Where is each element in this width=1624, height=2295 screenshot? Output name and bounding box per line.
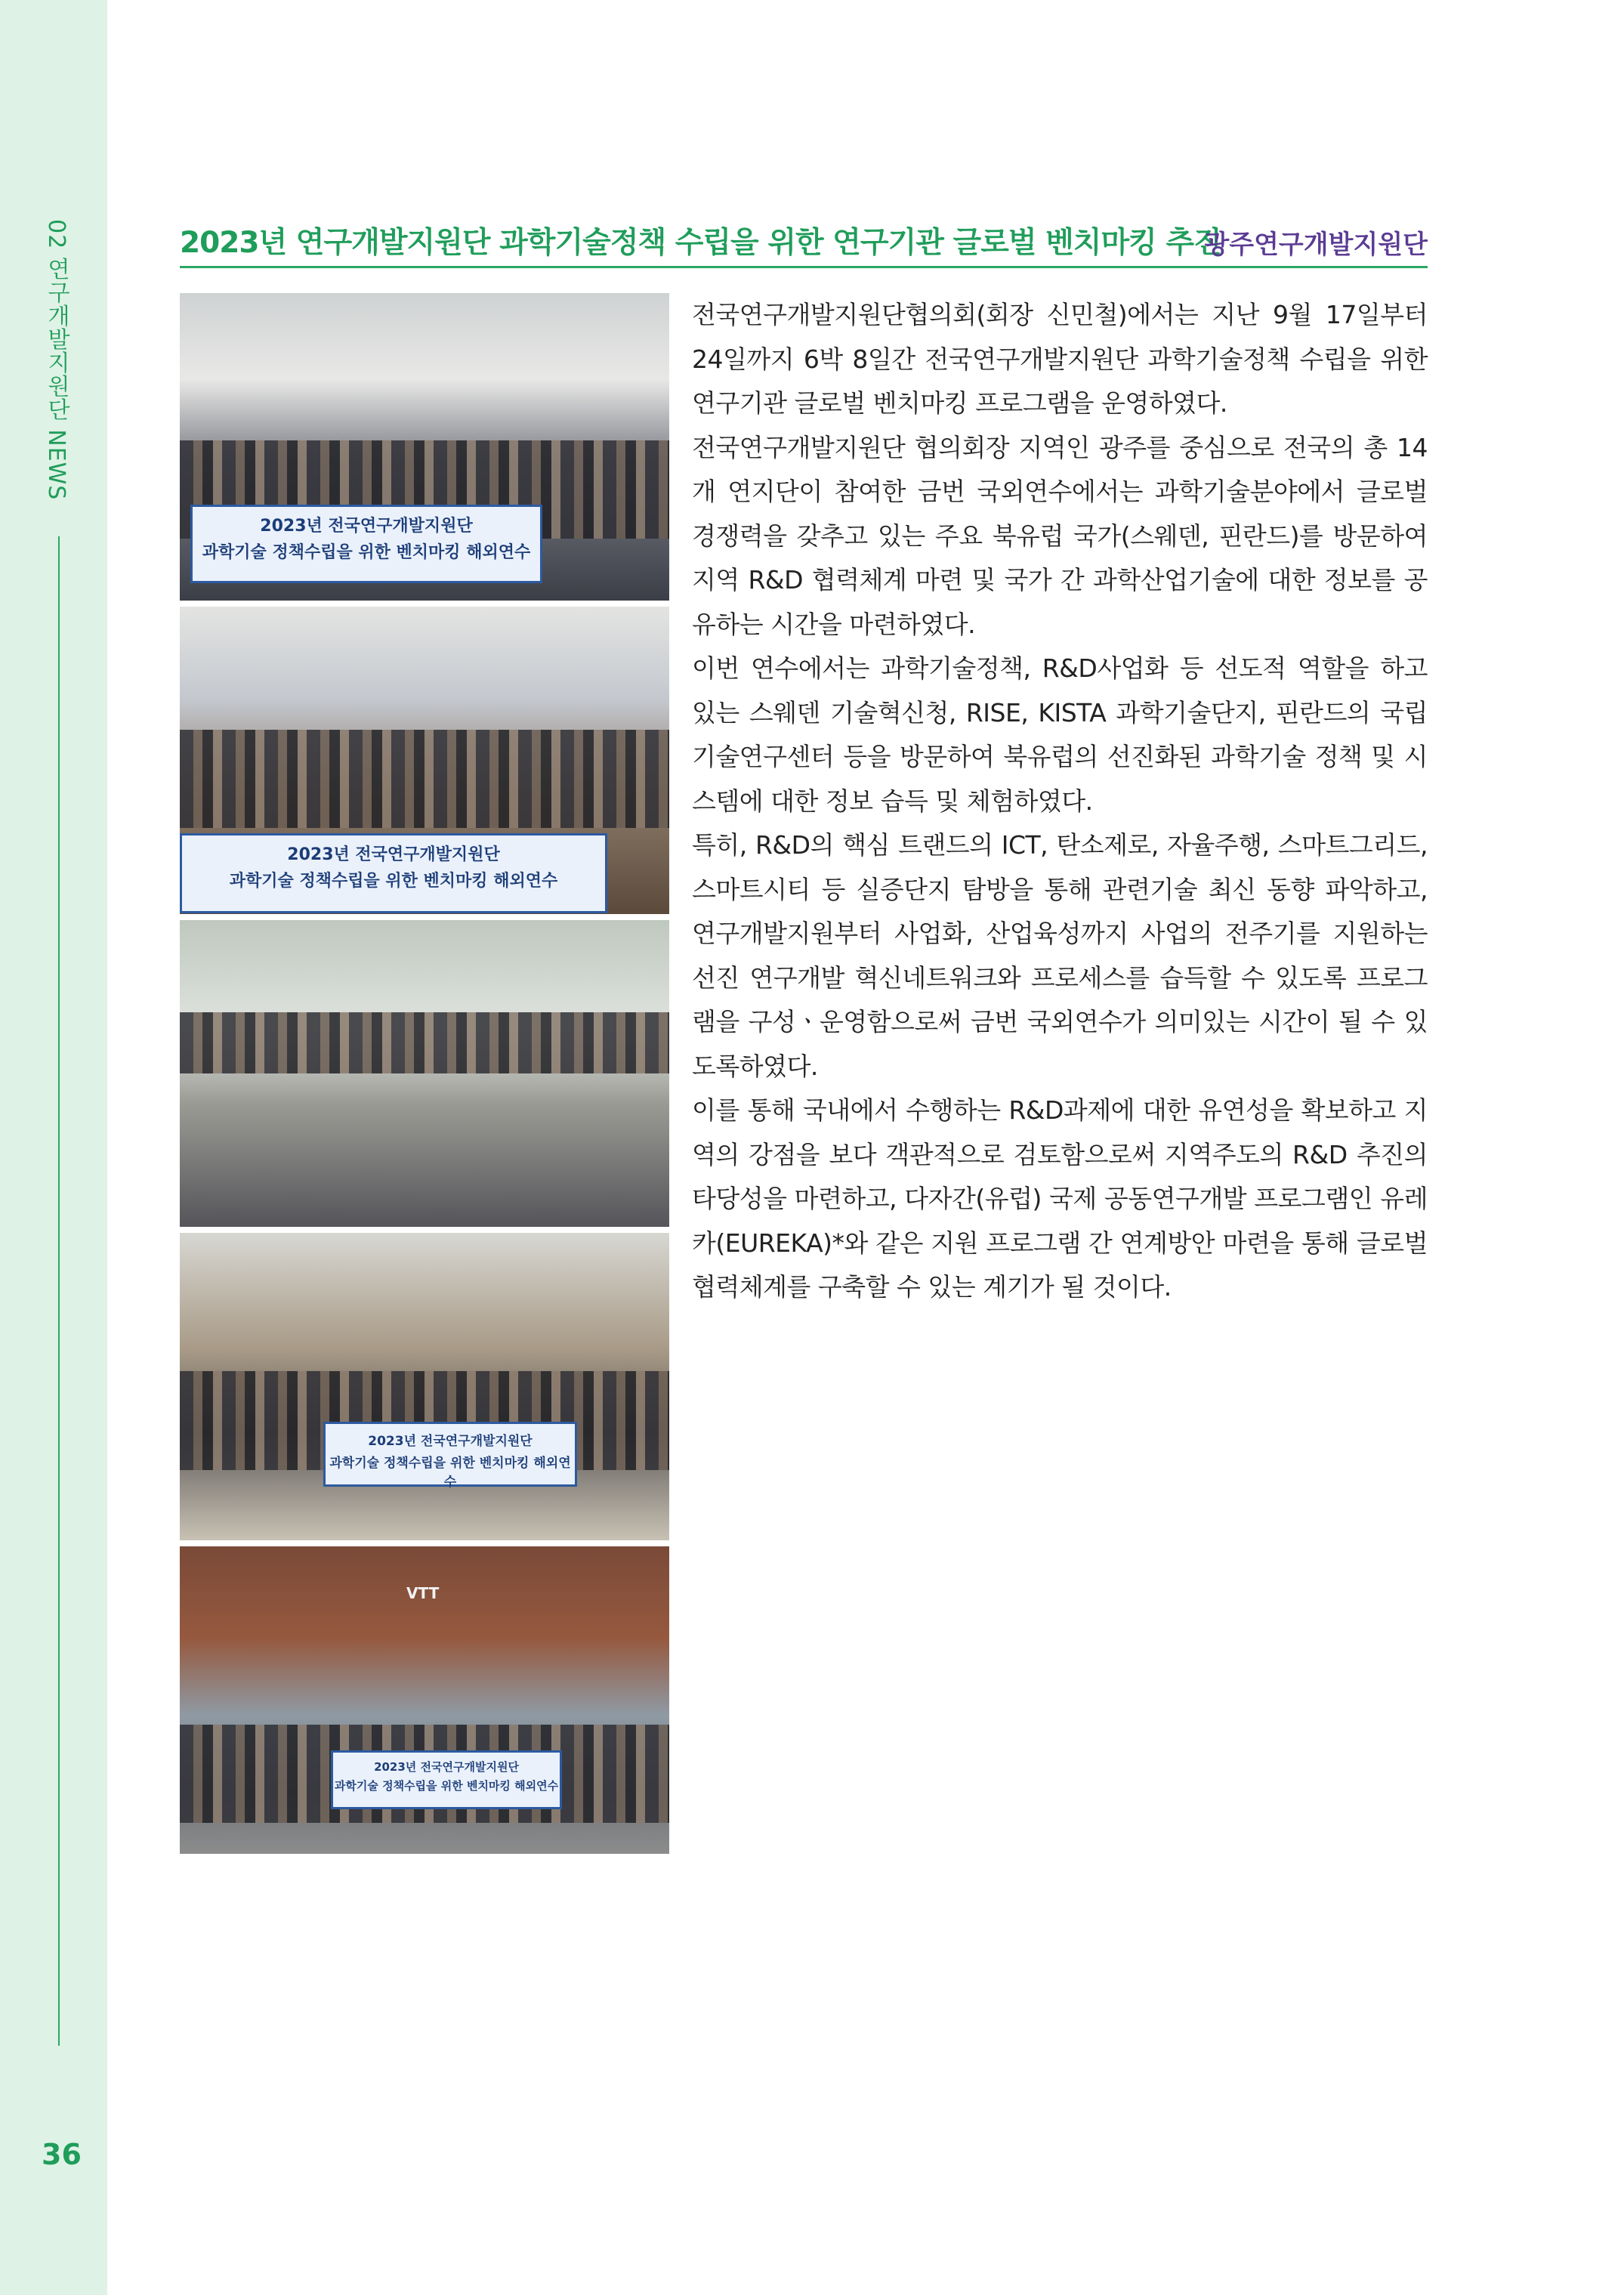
banner-line-2: 과학기술 정책수립을 위한 벤치마킹 해외연수 [329,1456,571,1490]
article-paragraph: 특히, R&D의 핵심 트랜드의 ICT, 탄소제로, 자율주행, 스마트그리드, 스마트시티 등 실증단지 탐방을 통해 관련기술 최신 동향 파악하고, 연구개발지원부터 사업화, 산업육성까지 사업의 전주기를 지원하는 선진 연구개발 혁신네트워크와 프로세스를 습득할 수 있도록 프로그램을 구성ㆍ운영함으로써 금번 국외연수가 의미있는 시간이 될 수 있도록하였다. [692,830,1428,1081]
article-paragraph: 전국연구개발지원단 협의회장 지역인 광주를 중심으로 전국의 총 14개 연지단이 참여한 금번 국외연수에서는 과학기술분야에서 글로벌 경쟁력을 갖추고 있는 주요 북유럽 국가(스웨덴, 핀란드)를 방문하여 지역 R&D 협력체계 마련 및 국가 간 과학산업기술에 대한 정보를 공유하는 시간을 마련하였다. [692,432,1428,639]
photo-group-hall [180,1233,669,1540]
photo-banner [323,1422,577,1490]
banner-line-1: 2023년 전국연구개발지원단 [260,517,473,536]
banner-line-1: 2023년 전국연구개발지원단 [287,845,500,864]
organization-name: 광주연구개발지원단 [1204,230,1428,260]
photo-people [180,1012,669,1073]
article-paragraph: 전국연구개발지원단협의회(회장 신민철)에서는 지난 9월 17일부터 24일까지 6박 8일간 전국연구개발지원단 과학기술정책 수립을 위한 연구기관 글로벌 벤치마킹 프로그램을 운영하였다. [692,300,1428,418]
photo-group-vtt-building [180,1546,669,1854]
photo-people [180,730,669,828]
sidebar-divider [58,536,60,2046]
title-rule [180,266,1428,268]
banner-line-2: 과학기술 정책수립을 위한 벤치마킹 해외연수 [202,543,531,562]
photo-group-kntec [180,607,669,914]
banner-line-2: 과학기술 정책수립을 위한 벤치마킹 해외연수 [229,871,558,891]
page-number: 36 [42,2138,82,2171]
photo-conference-table [180,920,669,1228]
article-paragraph: 이를 통해 국내에서 수행하는 R&D과제에 대한 유연성을 확보하고 지역의 강점을 보다 객관적으로 검토함으로써 지역주도의 R&D 추진의 타당성을 마련하고, 다자간(유럽) 국제 공동연구개발 프로그램인 유레카(EUREKA)*와 같은 지원 프로그램 간 연계방안 마련을 통해 글로벌 협력체계를 구축할 수 있는 계기가 될 것이다. [692,1095,1428,1302]
photo-banner [331,1750,562,1809]
article-paragraph: 이번 연수에서는 과학기술정책, R&D사업화 등 선도적 역할을 하고 있는 스웨덴 기술혁신청, RISE, KISTA 과학기술단지, 핀란드의 국립기술연구센터 등을 방문하여 북유럽의 선진화된 과학기술 정책 및 시스템에 대한 정보 습득 및 체험하였다. [692,653,1428,816]
article-title: 2023년 연구개발지원단 과학기술정책 수립을 위한 연구기관 글로벌 벤치마킹 추진 [180,226,1221,260]
photo-banner [180,833,607,913]
photo-column [180,293,669,1854]
photo-group-meeting-room [180,293,669,601]
banner-line-1: 2023년 전국연구개발지원단 [374,1760,519,1775]
banner-line-1: 2023년 전국연구개발지원단 [368,1434,533,1450]
photo-banner [190,505,542,583]
section-label: 02 연구개발지원단 NEWS [43,219,69,501]
banner-line-2: 과학기술 정책수립을 위한 벤치마킹 해외연수 [334,1779,559,1793]
building-sign: VTT [406,1584,440,1603]
article-body [692,293,1428,1310]
